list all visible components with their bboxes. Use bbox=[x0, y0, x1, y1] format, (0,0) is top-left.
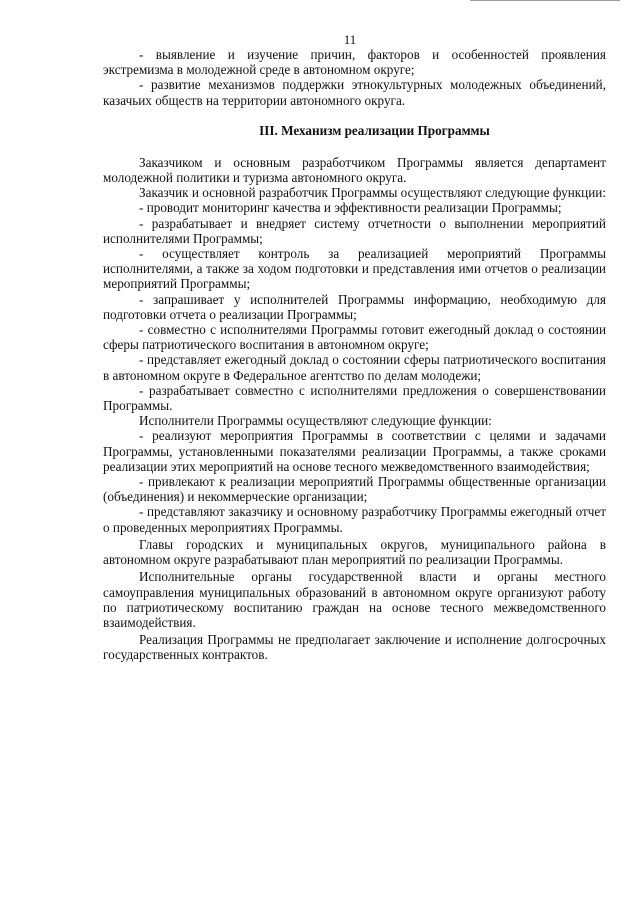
function-item: - запрашивает у исполнителей Программы информацию, необходимую для подготовки отчета о реализации Программы; bbox=[103, 291, 606, 322]
body-paragraph: Заказчик и основной разработчик Программы осуществляют следующие функции: bbox=[139, 185, 607, 201]
body-paragraph: Исполнители Программы осуществляют следующие функции: bbox=[139, 413, 492, 429]
function-item: - осуществляет контроль за реализацией мероприятий Программы исполнителями, а также за ходом подготовки и представления ими отчетов о реализации мероприятий Программы; bbox=[103, 246, 606, 292]
section-title: III. Механизм реализации Программы bbox=[259, 122, 490, 138]
body-paragraph: Реализация Программы не предполагает заключение и исполнение долгосрочных государственных контрактов. bbox=[103, 632, 606, 663]
document-body bbox=[103, 47, 606, 663]
intro-item: - развитие механизмов поддержки этнокультурных молодежных объединений, казачьих обществ на территории автономного округа. bbox=[103, 77, 606, 108]
function-item: - представляют заказчику и основному разработчику Программы ежегодный отчет о проведенных мероприятиях Программы. bbox=[103, 504, 606, 535]
page-number: 11 bbox=[343, 32, 357, 47]
function-item: - реализуют мероприятия Программы в соответствии с целями и задачами Программы, установленными показателями реализации Программы, а также сроками реализации этих мероприятий на основе тесного межведомственного взаимодействия; bbox=[103, 428, 606, 474]
function-item: - представляет ежегодный доклад о состоянии сферы патриотического воспитания в автономном округе в Федеральное агентство по делам молодежи; bbox=[103, 352, 606, 383]
top-edge-line bbox=[470, 0, 620, 1]
body-paragraph: Заказчиком и основным разработчиком Программы является департамент молодежной политики и туризма автономного округа. bbox=[103, 154, 606, 186]
body-paragraph: Исполнительные органы государственной власти и органы местного самоуправления муниципальных образований в автономном округе организуют работу по патриотическому воспитанию граждан на основе тесного межведомственного взаимодействия. bbox=[103, 569, 606, 630]
function-item: - совместно с исполнителями Программы готовит ежегодный доклад о состоянии сферы патриотического воспитания в автономном округе; bbox=[103, 322, 606, 353]
function-item: - проводит мониторинг качества и эффективности реализации Программы; bbox=[139, 200, 562, 216]
function-item: - разрабатывает и внедряет систему отчетности о выполнении мероприятий исполнителями Программы; bbox=[103, 215, 606, 246]
function-item: - привлекают к реализации мероприятий Программы общественные организации (объединения) и некоммерческие организации; bbox=[103, 474, 606, 505]
body-paragraph: Главы городских и муниципальных округов, муниципального района в автономном округе разрабатывают план мероприятий по реализации Программы. bbox=[103, 536, 606, 568]
intro-item: - выявление и изучение причин, факторов и особенностей проявления экстремизма в молодежной среде в автономном округе; bbox=[103, 47, 606, 78]
function-item: - разрабатывает совместно с исполнителями предложения о совершенствовании Программы. bbox=[103, 382, 606, 414]
